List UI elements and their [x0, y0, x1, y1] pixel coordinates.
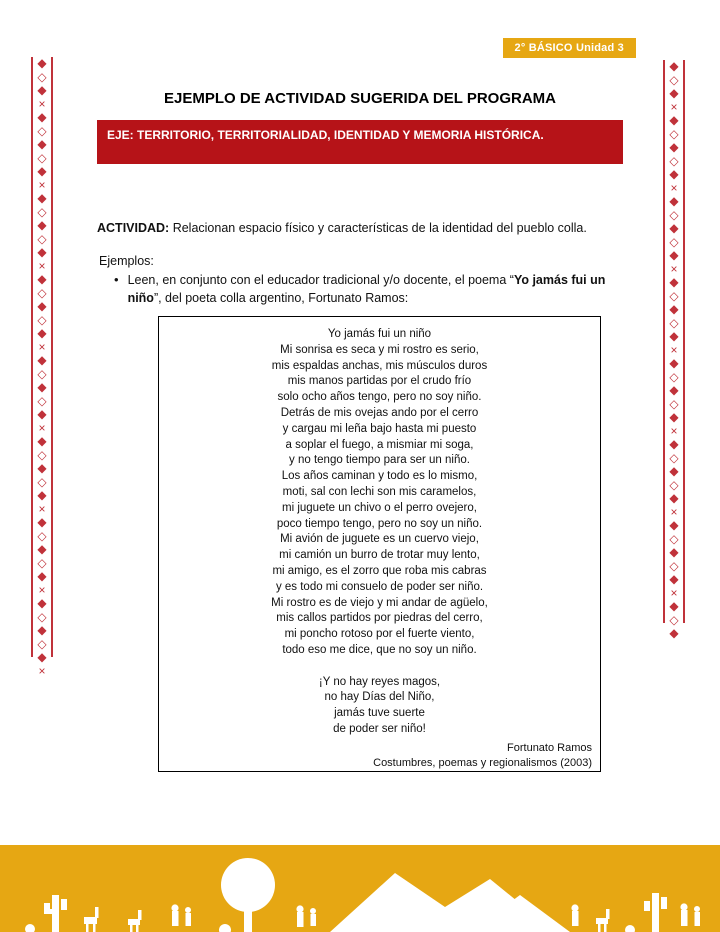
- poem-line: no hay Días del Niño,: [324, 691, 435, 704]
- ornament-glyph: ◆: [669, 248, 679, 262]
- poem-line: y es todo mi consuelo de poder ser niño.: [275, 580, 484, 593]
- ornament-glyph: ◇: [669, 612, 679, 627]
- activity-text: Relacionan espacio físico y características de la identidad del pueblo colla.: [169, 221, 587, 235]
- ornament-glyph: ◆: [669, 86, 679, 100]
- ornament-glyph: ×: [38, 663, 46, 678]
- ornament-glyph: ◆: [669, 302, 679, 316]
- ornament-glyph: ◆: [37, 218, 47, 232]
- ornament-glyph: ◆: [669, 572, 679, 586]
- poem-line: mi juguete un chivo o el perro ovejero,: [282, 501, 477, 514]
- ornament-glyph: ◆: [669, 221, 679, 235]
- ornament-glyph: ◆: [37, 191, 47, 205]
- page-title: EJEMPLO DE ACTIVIDAD SUGERIDA DEL PROGRAMA: [164, 90, 556, 107]
- ornament-glyph: ◇: [37, 312, 47, 327]
- poem-source: Costumbres, poemas y regionalismos (2003): [373, 756, 592, 769]
- poem-line: mi amigo, es el zorro que roba mis cabras: [272, 564, 487, 577]
- ornament-glyph: ◇: [669, 72, 679, 87]
- examples-label: Ejemplos:: [99, 254, 154, 268]
- ornament-glyph: ◆: [37, 623, 47, 637]
- ornament-glyph: ◇: [37, 609, 47, 624]
- ornament-glyph: ×: [670, 99, 678, 114]
- poem-line: mis espaldas anchas, mis músculos duros: [271, 359, 488, 372]
- poem-line: a soplar el fuego, a mismiar mi soga,: [285, 438, 474, 451]
- ornament-glyph: ◆: [37, 299, 47, 313]
- ornament-glyph: ×: [670, 180, 678, 195]
- poem-line: Los años caminan y todo es lo mismo,: [281, 470, 478, 483]
- ornament-glyph: ◆: [669, 626, 679, 640]
- poem-credit: [159, 741, 600, 771]
- ornament-glyph: ◇: [37, 366, 47, 381]
- ornament-glyph: ◆: [669, 356, 679, 370]
- ornament-glyph: ×: [38, 501, 46, 516]
- ornament-glyph: ◇: [669, 153, 679, 168]
- ornament-glyph: ×: [670, 261, 678, 276]
- ornament-glyph: ◆: [37, 542, 47, 556]
- activity-line: [97, 220, 623, 237]
- poem-box: [158, 316, 601, 772]
- ornament-glyph: ×: [38, 96, 46, 111]
- ornament-glyph: ◇: [669, 558, 679, 573]
- ornament-glyph: ◇: [37, 393, 47, 408]
- ornament-glyph: ◆: [669, 545, 679, 559]
- ornament-glyph: ◇: [37, 555, 47, 570]
- right-textile-border: [663, 59, 685, 640]
- poem-line: poco tiempo tengo, pero no soy un niño.: [276, 517, 483, 530]
- ornament-glyph: ◆: [37, 83, 47, 97]
- ornament-glyph: ◇: [669, 531, 679, 546]
- footer-band: [0, 845, 720, 932]
- ornament-glyph: ◇: [669, 450, 679, 465]
- poem-line: Mi sonrisa es seca y mi rostro es serio,: [280, 343, 479, 356]
- ornament-glyph: ◆: [669, 437, 679, 451]
- ornament-glyph: ◇: [669, 207, 679, 222]
- ornament-glyph: ◆: [669, 329, 679, 343]
- ornament-glyph: ◆: [37, 515, 47, 529]
- ornament-glyph: ◇: [669, 369, 679, 384]
- ornament-glyph: ◆: [37, 245, 47, 259]
- ornament-glyph: ◆: [37, 110, 47, 124]
- ornament-glyph: ◇: [37, 285, 47, 300]
- poem-line: moti, sal con lechi son mis caramelos,: [282, 485, 477, 498]
- poem-line: y no tengo tiempo para ser un niño.: [289, 454, 470, 467]
- ornament-glyph: ×: [38, 582, 46, 597]
- ornament-glyph: ◆: [37, 569, 47, 583]
- ornament-glyph: ◆: [669, 518, 679, 532]
- ornament-glyph: ×: [38, 339, 46, 354]
- ornament-glyph: ◆: [37, 326, 47, 340]
- ornament-glyph: ◆: [37, 272, 47, 286]
- poem-line: ¡Y no hay reyes magos,: [318, 675, 441, 688]
- bullet-text: Leen, en conjunto con el educador tradicional y/o docente, el poema “Yo jamás fui un niño”, del poeta colla argentino, Fortunato Ramos:: [127, 273, 606, 305]
- bullet-marker: •: [114, 272, 119, 287]
- ornament-glyph: ◆: [37, 596, 47, 610]
- eje-banner: EJE: TERRITORIO, TERRITORIALIDAD, IDENTIDAD Y MEMORIA HISTÓRICA.: [97, 120, 623, 164]
- poem-line: mis manos partidas por el crudo frío: [287, 375, 472, 388]
- ornament-glyph: ◇: [669, 315, 679, 330]
- unit-badge: 2° BÁSICO Unidad 3: [503, 38, 636, 58]
- poem-author: Fortunato Ramos: [507, 741, 592, 754]
- ornament-glyph: ◆: [37, 407, 47, 421]
- bullet-item: [114, 271, 622, 307]
- ornament-glyph: ◆: [37, 56, 47, 70]
- ornament-glyph: ◆: [37, 488, 47, 502]
- poem-line: solo ocho años tengo, pero no soy niño.: [277, 391, 482, 404]
- poem-line: Mi avión de juguete es un cuervo viejo,: [280, 533, 479, 546]
- ornament-glyph: ◇: [37, 474, 47, 489]
- poem-line: jamás tuve suerte: [334, 707, 425, 720]
- ornament-glyph: ×: [670, 423, 678, 438]
- ornament-glyph: ◇: [37, 231, 47, 246]
- poem-line: Yo jamás fui un niño: [327, 328, 432, 340]
- ornament-glyph: ◇: [669, 126, 679, 141]
- ornament-glyph: ◇: [37, 528, 47, 543]
- ornament-glyph: ◇: [37, 69, 47, 84]
- ornament-glyph: ×: [670, 342, 678, 357]
- ornament-glyph: ◆: [37, 461, 47, 475]
- poem-line: [159, 659, 600, 675]
- ornament-glyph: ◆: [669, 599, 679, 613]
- ornament-glyph: ×: [38, 420, 46, 435]
- ornament-glyph: ◆: [669, 113, 679, 127]
- ornament-glyph: ◇: [37, 204, 47, 219]
- ornament-glyph: ◇: [37, 150, 47, 165]
- poem-line: y cargau mi leña bajo hasta mi puesto: [282, 422, 477, 435]
- ornament-glyph: ◆: [669, 194, 679, 208]
- footer-illustration: [0, 845, 720, 932]
- ornament-glyph: ◆: [669, 59, 679, 73]
- ornament-glyph: ×: [670, 585, 678, 600]
- poem-line: de poder ser niño!: [333, 722, 426, 735]
- poem-line: Mi rostro es de viejo y mi andar de agüelo,: [271, 596, 488, 609]
- ornament-glyph: ◇: [669, 288, 679, 303]
- ornament-glyph: ×: [38, 258, 46, 273]
- ornament-glyph: ◆: [669, 464, 679, 478]
- ornament-glyph: ◇: [669, 234, 679, 249]
- ornament-glyph: ◆: [669, 410, 679, 424]
- ornament-glyph: ×: [670, 504, 678, 519]
- ornament-glyph: ◇: [669, 477, 679, 492]
- poem-line: Detrás de mis ovejas ando por el cerro: [280, 406, 479, 419]
- ornament-glyph: ◆: [669, 167, 679, 181]
- ornament-glyph: ◇: [37, 447, 47, 462]
- ornament-glyph: ◇: [37, 636, 47, 651]
- ornament-glyph: ◆: [37, 164, 47, 178]
- left-textile-border: [31, 56, 53, 678]
- ornament-glyph: ◆: [37, 380, 47, 394]
- poem-line: todo eso me dice, que no soy un niño.: [282, 643, 477, 656]
- ornament-glyph: ◆: [669, 383, 679, 397]
- ornament-glyph: ×: [38, 177, 46, 192]
- ornament-glyph: ◆: [37, 353, 47, 367]
- ornament-glyph: ◆: [37, 650, 47, 664]
- poem-lines: [159, 327, 600, 738]
- activity-label: ACTIVIDAD:: [97, 221, 170, 235]
- ornament-glyph: ◆: [669, 275, 679, 289]
- poem-line: mis callos partidos por piedras del cerro,: [276, 612, 483, 625]
- poem-title-inline: Yo jamás fui un niño: [127, 273, 606, 305]
- ornament-glyph: ◇: [669, 396, 679, 411]
- ornament-glyph: ◆: [669, 491, 679, 505]
- ornament-glyph: ◇: [37, 123, 47, 138]
- ornament-glyph: ◆: [669, 140, 679, 154]
- poem-line: mi camión un burro de trotar muy lento,: [279, 549, 480, 562]
- ornament-glyph: ◆: [37, 434, 47, 448]
- poem-line: mi poncho rotoso por el fuerte viento,: [284, 628, 475, 641]
- ornament-glyph: ◆: [37, 137, 47, 151]
